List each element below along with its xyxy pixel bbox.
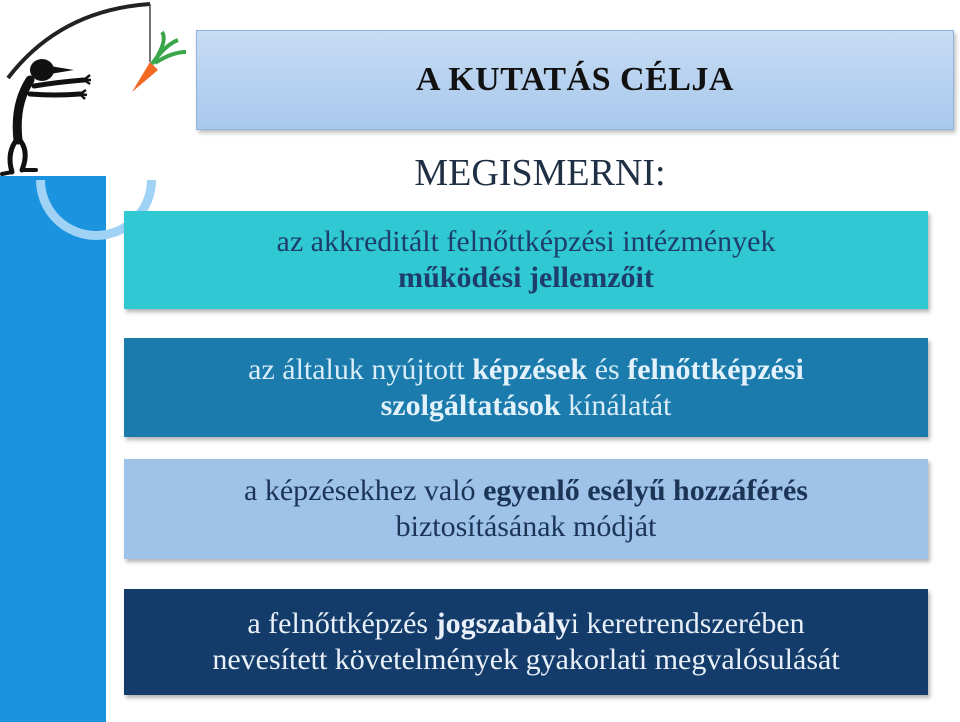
goal-box-1 (124, 211, 928, 309)
goal-box-2-line-2 (381, 388, 672, 424)
goal-box-4 (124, 589, 928, 695)
goal-box-2-line-1 (248, 352, 804, 388)
goal-box-2 (124, 338, 928, 437)
goal-box-3-line-1 (244, 473, 808, 509)
slide-subtitle: MEGISMERNI: (414, 152, 666, 194)
running-man-carrot-icon (0, 0, 200, 180)
goal-box-4-line-2: nevesített követelmények gyakorlati megvalósulását (212, 643, 840, 676)
goal-box-2-text-c: kínálatát (560, 388, 672, 422)
slide-title: A KUTATÁS CÉLJA (416, 61, 734, 98)
left-decorative-band (0, 176, 106, 722)
goal-box-4-line-1 (247, 606, 804, 642)
goal-box-2-emphasis-3: szolgáltatások (380, 388, 561, 422)
goal-box-4-text-a: a felnőttképzés (247, 607, 436, 640)
goal-box-2-emphasis-2: felnőttképzési (627, 352, 804, 386)
goal-box-2-text-a: az általuk nyújtott (248, 352, 473, 386)
goal-box-1-emphasis: működési jellemzőit (398, 261, 654, 294)
goal-box-3-emphasis: egyenlő esélyű hozzáférés (483, 474, 808, 507)
title-bar (196, 30, 954, 130)
goal-box-3-text-a: a képzésekhez való (244, 474, 484, 507)
goal-box-1-line-2 (398, 260, 654, 296)
goal-box-2-emphasis-1: képzések (472, 352, 588, 386)
goal-box-4-emphasis: jogszabály (435, 607, 571, 640)
goal-box-3-line-2: biztosításának módját (395, 510, 657, 543)
goal-box-3 (124, 459, 928, 559)
goal-box-4-text-b: i keretrendszerében (570, 607, 805, 640)
goal-box-2-text-b: és (587, 352, 628, 386)
goal-box-1-line-1: az akkreditált felnőttképzési intézmények (276, 225, 776, 258)
